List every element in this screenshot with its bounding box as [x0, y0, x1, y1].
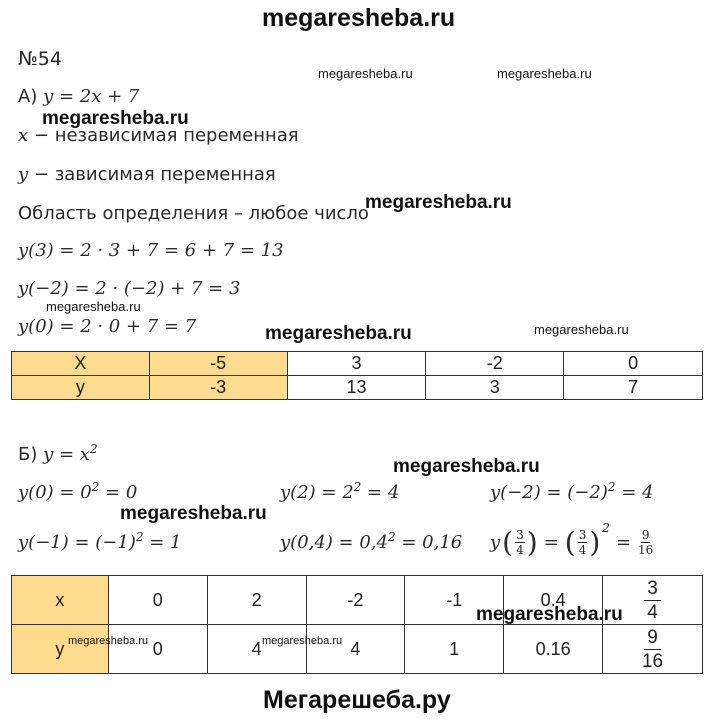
table-cell: 0 [108, 576, 207, 625]
part-a-label: А) [18, 86, 38, 107]
watermark-text: megaresheba.ru [318, 66, 413, 81]
calc-b-2 [280, 482, 399, 503]
calc-text: y(0) = 0 [18, 482, 92, 503]
part-a-formula: y = 2x + 7 [43, 86, 140, 107]
calc-text: = 4 [367, 482, 400, 503]
function-name: y [490, 531, 501, 553]
numerator: 3 [644, 579, 661, 601]
numerator: 9 [644, 628, 661, 650]
calc-text: y(2) = 2 [280, 482, 354, 503]
table-row [12, 352, 703, 376]
calc-b-4 [18, 532, 182, 553]
numerator: 9 [641, 527, 650, 542]
table-cell: 0.16 [504, 625, 603, 674]
table-cell: -2 [426, 352, 564, 376]
paren: ( [502, 525, 514, 559]
fraction [578, 529, 588, 556]
formula-exponent: 2 [89, 442, 98, 456]
watermark-text: megaresheba.ru [46, 299, 141, 314]
exponent: 2 [135, 530, 144, 544]
dependent-text: − зависимая переменная [33, 164, 276, 185]
calc-text: = 0,16 [401, 532, 463, 553]
calc-line-2: y(−2) = 2 · (−2) + 7 = 3 [18, 278, 241, 299]
table-cell: 4 [306, 625, 405, 674]
denominator: 4 [647, 601, 658, 623]
watermark-text: megaresheba.ru [365, 192, 512, 213]
paren: ( [564, 525, 576, 559]
table-row [12, 376, 703, 400]
calc-b-3 [490, 482, 654, 503]
table-header-x: X [12, 352, 150, 376]
domain-text: Область определения – любое число [18, 203, 369, 224]
part-b-label: Б) [18, 444, 38, 465]
watermark-text: megaresheba.ru [265, 323, 412, 344]
independent-var: x [18, 125, 29, 146]
site-title: megaresheba.ru [262, 4, 456, 32]
fraction [637, 529, 654, 556]
table-cell: -5 [149, 352, 287, 376]
calc-text: y(−2) = (−2) [490, 482, 608, 503]
part-b-formula [43, 444, 98, 465]
table-header-x: x [12, 576, 109, 625]
table-cell: 0 [564, 352, 703, 376]
fraction [639, 628, 666, 671]
watermark-text: megaresheba.ru [497, 66, 592, 81]
calc-text: = 4 [621, 482, 654, 503]
table-row [12, 625, 703, 674]
table-cell: -1 [405, 576, 504, 625]
table-cell: 4 [207, 625, 306, 674]
exponent: 2 [353, 480, 362, 494]
part-a-heading [18, 86, 139, 107]
table-cell: -3 [149, 376, 287, 400]
table-cell [603, 625, 703, 674]
dependent-var: y [18, 164, 29, 185]
independent-variable-line [18, 125, 299, 146]
calc-b-1 [18, 482, 137, 503]
equals-sign: = [543, 531, 559, 553]
numerator: 3 [578, 527, 587, 542]
table-cell: 7 [564, 376, 703, 400]
watermark-text: megaresheba.ru [42, 108, 189, 129]
table-cell: 3 [426, 376, 564, 400]
exponent: 2 [607, 480, 616, 494]
fraction [515, 529, 525, 556]
calc-b-6: y ( $\frac{3}{4}$ ) = ( $\frac{3}{4}$ ) 2 = $\frac{9}{16}$ [490, 521, 654, 559]
problem-number: №54 [18, 48, 62, 70]
exponent: 2 [388, 530, 396, 544]
table-cell: 1 [405, 625, 504, 674]
table-cell: 0 [108, 625, 207, 674]
calc-text: y(−1) = (−1) [18, 532, 136, 553]
table-cell: 0.4 [504, 576, 603, 625]
calc-line-3: y(0) = 2 · 0 + 7 = 7 [18, 316, 197, 337]
fraction [644, 579, 661, 622]
independent-text: − независимая переменная [33, 125, 299, 146]
table-cell: 2 [207, 576, 306, 625]
calc-text: = 1 [149, 532, 182, 553]
equals-sign: = [615, 531, 632, 553]
calc-text: y(0,4) = 0,4 [280, 532, 388, 553]
denominator: 4 [516, 542, 524, 557]
watermark-text: megaresheba.ru [534, 322, 629, 337]
exponent: 2 [91, 480, 100, 494]
denominator: 4 [578, 542, 587, 557]
denominator: 16 [641, 650, 664, 672]
watermark-text: megaresheba.ru [262, 635, 343, 647]
table-cell: 3 [287, 352, 426, 376]
calc-b-5 [280, 532, 462, 553]
watermark-text: megaresheba.ru [120, 503, 267, 524]
table-header-y: y [12, 625, 109, 674]
paren: ) [589, 525, 601, 559]
table-cell: 13 [287, 376, 426, 400]
calc-line-1: y(3) = 2 · 3 + 7 = 6 + 7 = 13 [18, 240, 284, 261]
watermark-text: megaresheba.ru [393, 456, 540, 477]
denominator: 16 [638, 542, 654, 557]
formula-base: y = x [43, 444, 90, 465]
part-b-heading [18, 444, 98, 465]
table-header-y: y [12, 376, 150, 400]
footer-title: Мегарешеба.ру [263, 686, 451, 714]
watermark-text: megaresheba.ru [68, 635, 149, 647]
value-table-a [11, 351, 703, 400]
numerator: 3 [516, 527, 524, 542]
dependent-variable-line [18, 164, 276, 185]
paren: ) [526, 525, 538, 559]
table-cell: -2 [306, 576, 405, 625]
watermark-text: megaresheba.ru [476, 604, 623, 625]
calc-text: = 0 [105, 482, 138, 503]
